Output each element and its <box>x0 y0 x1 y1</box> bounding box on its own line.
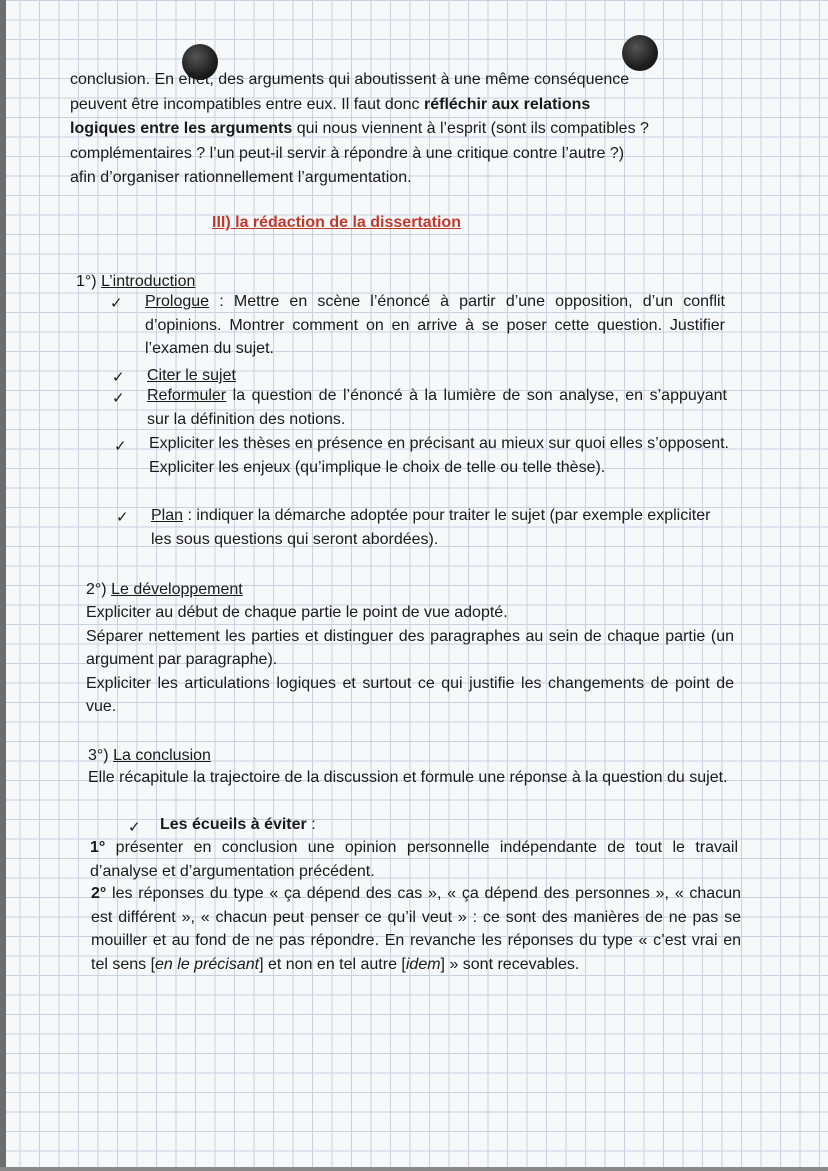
intro-item-citer: Citer le sujet <box>147 367 236 384</box>
check-icon: ✓ <box>116 509 129 526</box>
check-icon: ✓ <box>128 819 141 836</box>
developpement-heading: 2°) Le développement <box>86 581 243 598</box>
developpement-line: Séparer nettement les parties et distinguer des paragraphes au sein de chaque partie (un argument par paragraphe). <box>86 627 734 668</box>
intro-item-plan: Plan : indiquer la démarche adoptée pour traiter le sujet (par exemple expliciter les sous questions qui seront abordées). <box>151 507 711 548</box>
intro-line: afin d’organiser rationnellement l’argumentation. <box>70 169 412 186</box>
intro-item-prologue: Prologue : Mettre en scène l’énoncé à partir d’une opposition, d’un conflit d’opinions. Montrer comment on en arrive à se poser cette question. Justifier l’examen du sujet. <box>145 293 725 357</box>
conclusion-text: Elle récapitule la trajectoire de la discussion et formule une réponse à la question du sujet. <box>88 769 728 786</box>
intro-line: conclusion. En effet, des arguments qui aboutissent à une même conséquence <box>70 71 630 88</box>
check-icon: ✓ <box>112 390 125 407</box>
developpement-line: Expliciter les articulations logiques et surtout ce qui justifie les changements de point de vue. <box>86 674 734 715</box>
introduction-heading: 1°) L’introduction <box>76 273 196 290</box>
developpement-line: Expliciter au début de chaque partie le point de vue adopté. <box>86 604 508 621</box>
check-icon: ✓ <box>112 369 125 386</box>
intro-item-reformuler: Reformuler la question de l’énoncé à la lumière de son analyse, en s’appuyant sur la définition des notions. <box>147 387 727 428</box>
intro-paragraph <box>70 68 720 191</box>
intro-line: logiques entre les arguments qui nous viennent à l’esprit (sont ils compatibles ? <box>70 120 649 137</box>
developpement-text <box>86 601 734 719</box>
conclusion-heading: 3°) La conclusion <box>88 747 211 764</box>
intro-item-expliciter: Expliciter les thèses en présence en précisant au mieux sur quoi elles s’opposent. Expliciter les enjeux (qu’implique le choix de telle ou telle thèse). <box>149 435 729 476</box>
check-icon: ✓ <box>110 295 123 312</box>
section-heading: III) la rédaction de la dissertation <box>212 214 461 231</box>
check-icon: ✓ <box>114 438 127 455</box>
pitfall-1: 1° présenter en conclusion une opinion personnelle indépendante de tout le travail d’analyse et d’argumentation précédent. <box>90 839 738 880</box>
intro-line: complémentaires ? l’un peut-il servir à répondre à une critique contre l’autre ?) <box>70 144 625 162</box>
pitfall-2: 2° les réponses du type « ça dépend des cas », « ça dépend des personnes », « chacun est différent », « chacun peut penser ce qu’il veut » : ce sont des manières de ne pas se mouiller et au fond de ne pas répondre. En revanche les réponses du type « c’est vrai en tel sens [en le précisant] et non en tel autre [idem] » sont recevables. <box>91 885 741 973</box>
pitfalls-heading: Les écueils à éviter : <box>160 816 316 833</box>
intro-line: peuvent être incompatibles entre eux. Il faut donc réfléchir aux relations <box>70 95 591 113</box>
